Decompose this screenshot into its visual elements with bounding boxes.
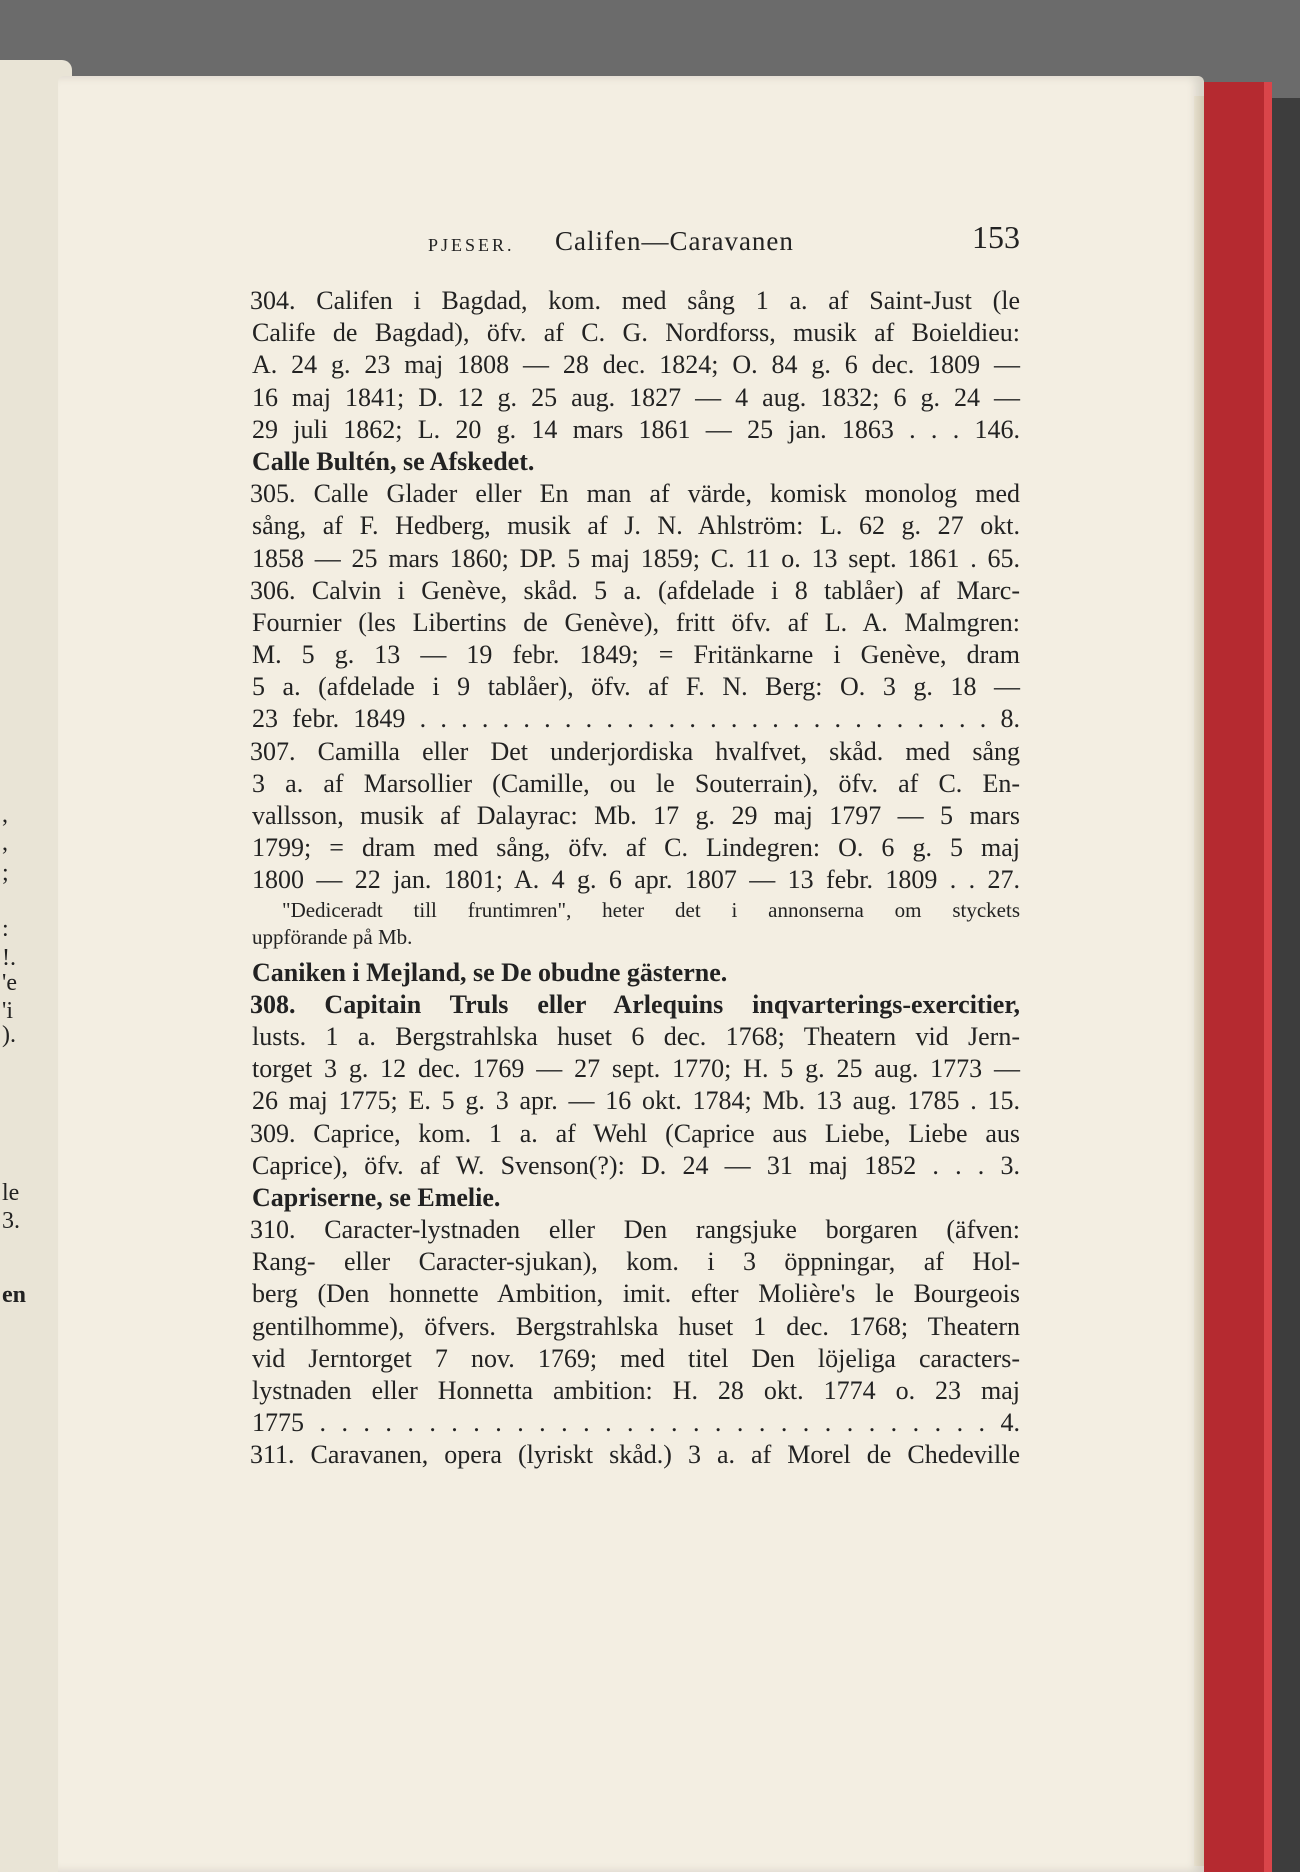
text-line: 1799; = dram med sång, öfv. af C. Lindegren: O. 6 g. 5 maj <box>252 833 1020 863</box>
text-line: berg (Den honnette Ambition, imit. efter Molière's le Bourgeois <box>252 1279 1020 1309</box>
margin-fragment: !. <box>2 945 16 971</box>
text-line: M. 5 g. 13 — 19 febr. 1849; = Fritänkarne i Genève, dram <box>252 640 1020 670</box>
book-cover-edge <box>1196 82 1272 1872</box>
text-line: 16 maj 1841; D. 12 g. 25 aug. 1827 — 4 aug. 1832; 6 g. 24 — <box>252 382 1020 412</box>
cross-reference-line: Caniken i Mejland, se De obudne gästerne. <box>252 957 728 987</box>
running-header <box>250 219 1020 263</box>
text-line: Rang- eller Caracter-sjukan), kom. i 3 öppningar, af Hol- <box>252 1247 1020 1277</box>
page-content <box>250 219 1020 1472</box>
text-line: A. 24 g. 23 maj 1808 — 28 dec. 1824; O. 84 g. 6 dec. 1809 — <box>252 350 1020 380</box>
margin-fragment: ). <box>2 1022 16 1048</box>
margin-fragment: , <box>2 802 8 828</box>
text-line: 311. Caravanen, opera (lyriskt skåd.) 3 a. af Morel de Chedeville <box>250 1440 1020 1470</box>
text-line: vallsson, musik af Dalayrac: Mb. 17 g. 29 maj 1797 — 5 mars <box>252 801 1020 830</box>
text-line: 309. Caprice, kom. 1 a. af Wehl (Caprice aus Liebe, Liebe aus <box>250 1118 1020 1148</box>
text-line: 304. Califen i Bagdad, kom. med sång 1 a. af Saint-Just (le <box>250 286 1020 315</box>
text-line: Calife de Bagdad), öfv. af C. G. Nordforss, musik af Boieldieu: <box>252 318 1020 348</box>
footnote <box>250 897 1020 951</box>
header-section: PJESER. <box>428 235 515 255</box>
page-number: 153 <box>972 219 1020 255</box>
text-line: 307. Camilla eller Det underjordiska hvalfvet, skåd. med sång <box>250 736 1020 766</box>
text-line: 310. Caracter-lystnaden eller Den rangsjuke borgaren (äfven: <box>250 1215 1020 1245</box>
text-line: 1858 — 25 mars 1860; DP. 5 maj 1859; C. 11 o. 13 sept. 1861 . 65. <box>252 543 1020 573</box>
text-line: 23 febr. 1849 . . . . . . . . . . . . . . . . . . . . . . . . . . . . 8. <box>252 704 1020 734</box>
text-line: 306. Calvin i Genève, skåd. 5 a. (afdelade i 8 tablåer) af Marc- <box>250 575 1020 605</box>
margin-fragment: : <box>2 916 9 942</box>
cross-reference-line: Calle Bultén, se Afskedet. <box>252 446 535 476</box>
text-line: torget 3 g. 12 dec. 1769 — 27 sept. 1770; H. 5 g. 25 aug. 1773 — <box>252 1054 1020 1084</box>
margin-fragment: , <box>2 830 8 856</box>
text-line: 3 a. af Marsollier (Camille, ou le Souterrain), öfv. af C. En- <box>252 768 1020 798</box>
margin-fragment: 'i <box>2 998 13 1024</box>
text-line: 5 a. (afdelade i 9 tablåer), öfv. af F. N. Berg: O. 3 g. 18 — <box>252 672 1020 702</box>
text-line: 26 maj 1775; E. 5 g. 3 apr. — 16 okt. 1784; Mb. 13 aug. 1785 . 15. <box>252 1086 1020 1116</box>
margin-fragment: le <box>2 1180 20 1206</box>
note-line: "Dediceradt till fruntimren", heter det i annonserna om styckets <box>282 897 1020 922</box>
text-line: 1800 — 22 jan. 1801; A. 4 g. 6 apr. 1807 — 13 febr. 1809 . . 27. <box>252 865 1020 895</box>
text-line: Caprice), öfv. af W. Svenson(?): D. 24 — 31 maj 1852 . . . 3. <box>252 1150 1020 1180</box>
margin-fragment: 3. <box>2 1208 20 1234</box>
note-line: uppförande på Mb. <box>252 924 413 949</box>
cross-reference-line: Capriserne, se Emelie. <box>252 1182 501 1212</box>
text-line: Fournier (les Libertins de Genève), fritt öfv. af L. A. Malmgren: <box>252 607 1020 637</box>
text-line: lystnaden eller Honnetta ambition: H. 28 okt. 1774 o. 23 maj <box>252 1376 1020 1405</box>
text-line: lusts. 1 a. Bergstrahlska huset 6 dec. 1768; Theatern vid Jern- <box>252 1021 1020 1051</box>
margin-fragment: 'e <box>2 970 17 996</box>
text-line: 308. Capitain Truls eller Arlequins inqvarterings-exercitier, <box>250 989 1020 1019</box>
margin-fragment: ; <box>2 860 9 886</box>
text-line: 1775 . . . . . . . . . . . . . . . . . . . . . . . . . . . . . . . 4. <box>252 1408 1020 1438</box>
text-line: 305. Calle Glader eller En man af värde, komisk monolog med <box>250 479 1020 509</box>
header-title: Califen—Caravanen <box>555 226 794 256</box>
text-line: vid Jerntorget 7 nov. 1769; med titel Den löjeliga caracters- <box>252 1343 1020 1373</box>
text-line: 29 juli 1862; L. 20 g. 14 mars 1861 — 25 jan. 1863 . . . 146. <box>252 414 1020 444</box>
text-line: gentilhomme), öfvers. Bergstrahlska huset 1 dec. 1768; Theatern <box>252 1311 1020 1341</box>
text-line: sång, af F. Hedberg, musik af J. N. Ahlström: L. 62 g. 27 okt. <box>252 511 1020 541</box>
margin-fragment: en <box>2 1282 26 1308</box>
